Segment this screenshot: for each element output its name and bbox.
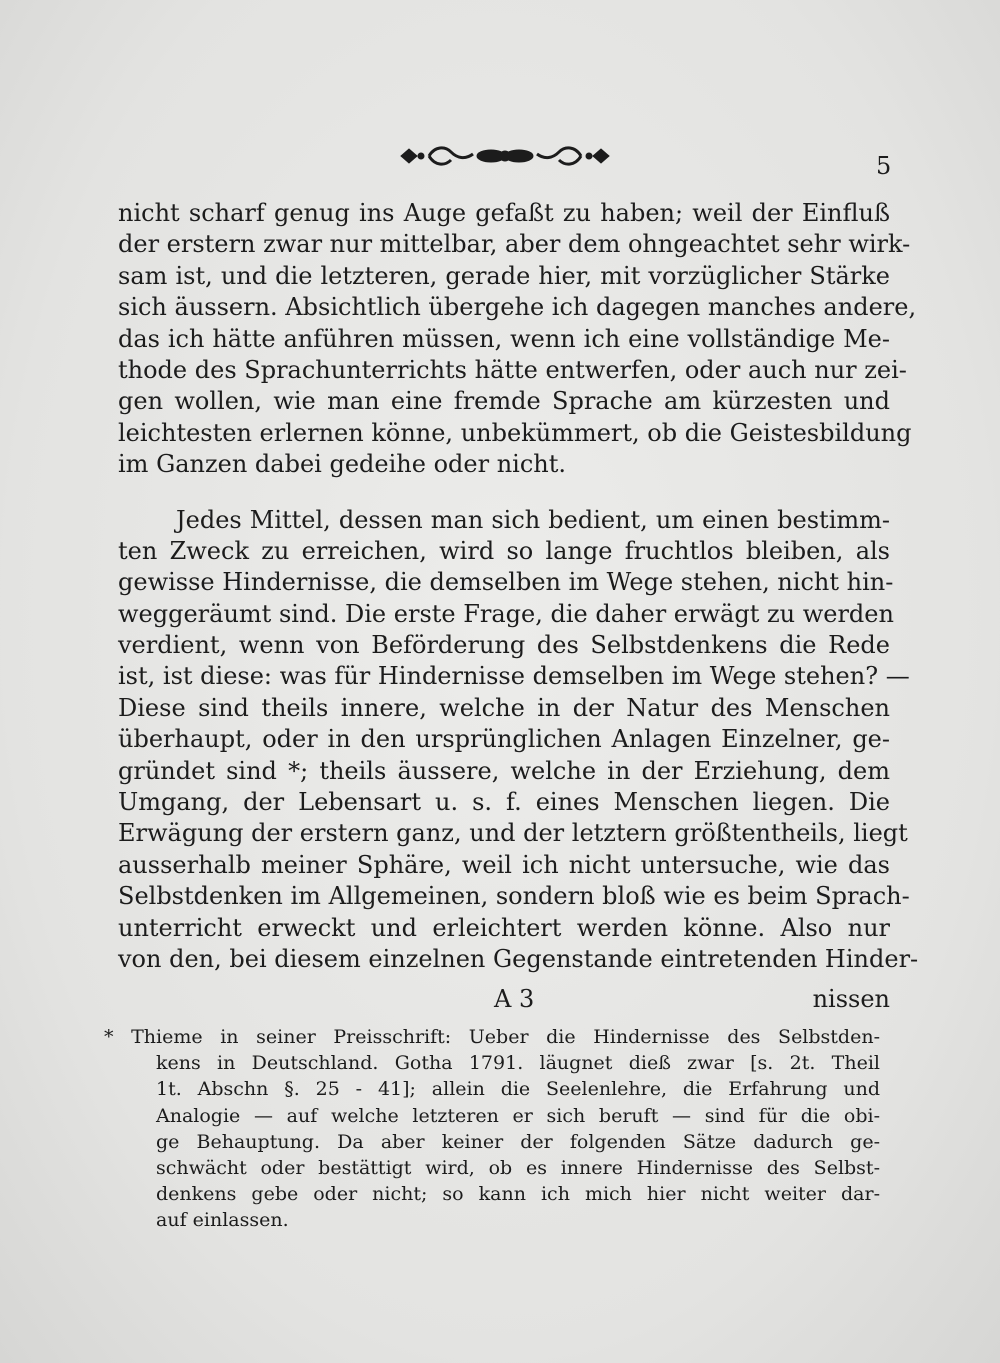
page-number: 5 — [876, 152, 892, 180]
text-line: Diese sind theils innere, welche in der Natur des Menschen — [118, 693, 890, 722]
text-line: leichtesten erlernen könne, unbekümmert, ob die Geistesbildung — [118, 418, 912, 447]
main-text — [118, 198, 919, 975]
footnote-line: * Thieme in seiner Preisschrift: Ueber die Hindernisse des Selbstden- — [104, 1026, 880, 1048]
footnote-line: schwächt oder bestättigt wird, ob es innere Hindernisse des Selbst- — [156, 1156, 880, 1179]
paragraph-gap — [118, 481, 890, 505]
text-line: im Ganzen dabei gedeihe oder nicht. — [118, 450, 566, 479]
footnote-line: auf einlassen. — [156, 1209, 289, 1232]
text-line: weggeräumt sind. Die erste Frage, die daher erwägt zu werden — [118, 599, 894, 628]
signature-mark: A 3 — [494, 985, 535, 1013]
text-line: ist, ist diese: was für Hindernisse demselben im Wege stehen? — — [118, 662, 910, 691]
text-line: sich äussern. Absichtlich übergehe ich dagegen manches andere, — [118, 293, 917, 322]
footnote-line: 1t. Abschn §. 25 - 41]; allein die Seelenlehre, die Erfahrung und — [156, 1078, 880, 1101]
text-line: thode des Sprachunterrichts hätte entwerfen, oder auch nur zei- — [118, 355, 907, 384]
signature-row — [118, 983, 890, 1015]
text-line: der erstern zwar nur mittelbar, aber dem ohngeachtet sehr wirk- — [118, 230, 911, 259]
text-line: Selbstdenken im Allgemeinen, sondern bloß wie es beim Sprach- — [118, 882, 910, 911]
text-line: Erwägung der erstern ganz, und der letztern größtentheils, liegt — [118, 819, 908, 848]
catchword: nissen — [812, 985, 890, 1013]
footnote-line: kens in Deutschland. Gotha 1791. läugnet dieß zwar [s. 2t. Theil — [156, 1052, 880, 1075]
text-line: gen wollen, wie man eine fremde Sprache am kürzesten und — [118, 387, 890, 416]
footnote-line: denkens gebe oder nicht; so kann ich mich hier nicht weiter dar- — [156, 1183, 880, 1206]
text-line: nicht scharf genug ins Auge gefaßt zu haben; weil der Einfluß — [118, 199, 890, 227]
text-line: unterricht erweckt und erleichtert werden könne. Also nur — [118, 913, 890, 942]
text-line: ten Zweck zu erreichen, wird so lange fruchtlos bleiben, als — [118, 536, 890, 565]
text-line: das ich hätte anführen müssen, wenn ich eine vollständige Me- — [118, 324, 890, 353]
text-line: sam ist, und die letzteren, gerade hier, mit vorzüglicher Stärke — [118, 261, 890, 290]
text-line: verdient, wenn von Beförderung des Selbstdenkens die Rede — [118, 631, 890, 660]
footnote — [104, 1024, 880, 1234]
text-line: gewisse Hindernisse, die demselben im Wege stehen, nicht hin- — [118, 568, 894, 597]
text-line: Jedes Mittel, dessen man sich bedient, um einen bestimm- — [176, 505, 890, 534]
text-line: von den, bei diesem einzelnen Gegenstande eintretenden Hinder- — [118, 944, 919, 973]
text-line: gründet sind *; theils äussere, welche in der Erziehung, dem — [118, 756, 890, 785]
text-line: ausserhalb meiner Sphäre, weil ich nicht untersuche, wie das — [118, 850, 890, 879]
footnote-line: Analogie — auf welche letzteren er sich beruft — sind für die obi- — [156, 1104, 880, 1127]
text-line: Umgang, der Lebensart u. s. f. eines Menschen liegen. Die — [118, 788, 890, 817]
text-line: überhaupt, oder in den ursprünglichen Anlagen Einzelner, ge- — [118, 725, 890, 754]
decorative-vignette-icon — [395, 138, 615, 174]
footnote-line: ge Behauptung. Da aber keiner der folgenden Sätze dadurch ge- — [156, 1130, 880, 1153]
